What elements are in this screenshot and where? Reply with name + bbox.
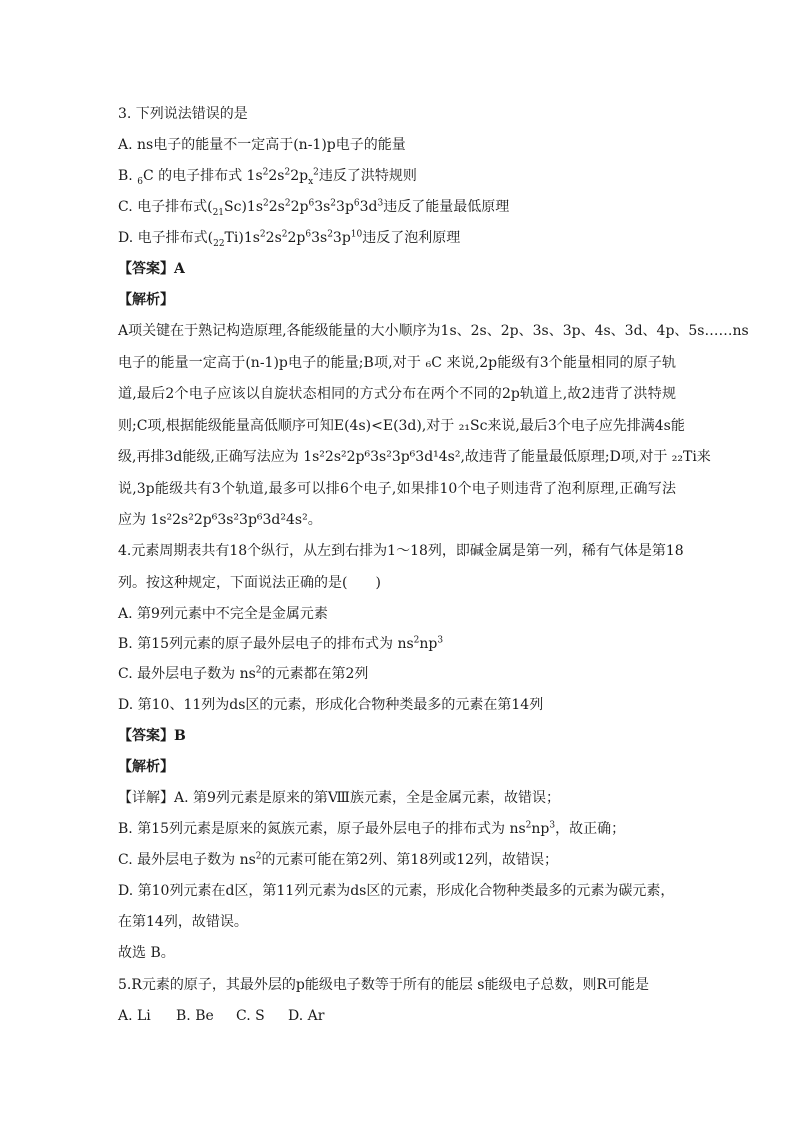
q4-stem-line: 列。按这种规定，下面说法正确的是( ) (118, 574, 381, 591)
q4-conclusion: 故选 B。 (118, 945, 175, 961)
q4-detail-d-cont: 在第14列，故错误。 (118, 914, 248, 930)
q4-detail-b: B. 第15列元素是原来的氮族元素，原子最外层电子的排布式为 $ns^2np^3$，故正确； (118, 820, 626, 837)
q3-analysis-line: 应为 1s²2s²2p⁶3s²3p⁶3d²4s²。 (118, 512, 322, 528)
q5-option: A. Li (118, 1008, 151, 1024)
q4-stem-line: 4.元素周期表共有18个纵行，从左到右排为1～18列，即碱金属是第一列，稀有气体是第18 (118, 543, 684, 559)
q3-analysis-line: 说,3p能级共有3个轨道,最多可以排6个电子,如果排10个电子则违背了泡利原理,正确写法 (118, 480, 676, 497)
q3-analysis-line: 则;C项,根据能级能量高低顺序可知E(4s)<E(3d),对于 ₂₁Sc来说,最后3个电子应先排满4s能 (118, 417, 685, 434)
q3-analysis-line: 级,再排3d能级,正确写法应为 1s²2s²2p⁶3s²3p⁶3d¹4s²,故违背了能量最低原理;D项,对于 ₂₂Ti来 (118, 449, 711, 465)
q4-analysis-label: 【解析】 (118, 759, 174, 775)
q3-option-a: A. ns电子的能量不一定高于(n-1)p电子的能量 (118, 137, 406, 153)
q4-option-c: C. 最外层电子数为 $ns^2$的元素都在第2列 (118, 665, 369, 682)
q4-stem (118, 536, 684, 599)
q4-detail-a: 【详解】A. 第9列元素是原来的第Ⅷ族元素，全是金属元素，故错误； (118, 790, 560, 806)
q3-analysis-line: 道,最后2个电子应该以自旋状态相同的方式分布在两个不同的2p轨道上,故2违背了洪特规 (118, 386, 676, 402)
q4-answer: 【答案】B (118, 728, 186, 744)
q4-option-b: B. 第15列元素的原子最外层电子的排布式为 $ns^2np^3$ (118, 635, 444, 652)
q5-option: C. S (236, 1008, 265, 1024)
q3-option-d: D. 电子排布式$(_{22}Ti)1s^22s^22p^63s^23p^{10}$违反了泡利原理 (118, 229, 461, 249)
q3-option-c: C. 电子排布式$(_{21}Sc)1s^22s^22p^63s^23p^63d^3$违反了能量最低原理 (118, 198, 510, 218)
q3-analysis (118, 316, 749, 537)
q5-options (118, 1006, 324, 1026)
q3-analysis-line: A项关键在于熟记构造原理,各能级能量的大小顺序为1s、2s、2p、3s、3p、4s、3d、4p、5s……ns (118, 323, 749, 339)
q5-option: D. Ar (288, 1008, 325, 1024)
q4-detail-d: D. 第10列元素在d区，第11列元素为ds区的元素，形成化合物种类最多的元素为碳元素， (118, 883, 675, 899)
q3-stem: 3. 下列说法错误的是 (118, 106, 248, 122)
q4-option-d: D. 第10、11列为ds区的元素，形成化合物种类最多的元素在第14列 (118, 697, 544, 713)
q4-option-a: A. 第9列元素中不完全是金属元素 (118, 606, 328, 622)
q3-answer: 【答案】A (118, 261, 185, 277)
q3-analysis-line: 电子的能量一定高于(n-1)p电子的能量;B项,对于 ₆C 来说,2p能级有3个能量相同的原子轨 (118, 354, 676, 371)
q5-stem: 5.R元素的原子，其最外层的p能级电子数等于所有的能层 s能级电子总数，则R可能是 (118, 977, 650, 993)
q3-option-b: B. $_6$C 的电子排布式 $1s^22s^22p_x^2$违反了洪特规则 (118, 167, 417, 187)
q5-option: B. Be (176, 1008, 214, 1024)
q4-detail-c: C. 最外层电子数为 $ns^2$的元素可能在第2列、第18列或12列，故错误； (118, 851, 559, 868)
q3-analysis-label: 【解析】 (118, 292, 174, 308)
